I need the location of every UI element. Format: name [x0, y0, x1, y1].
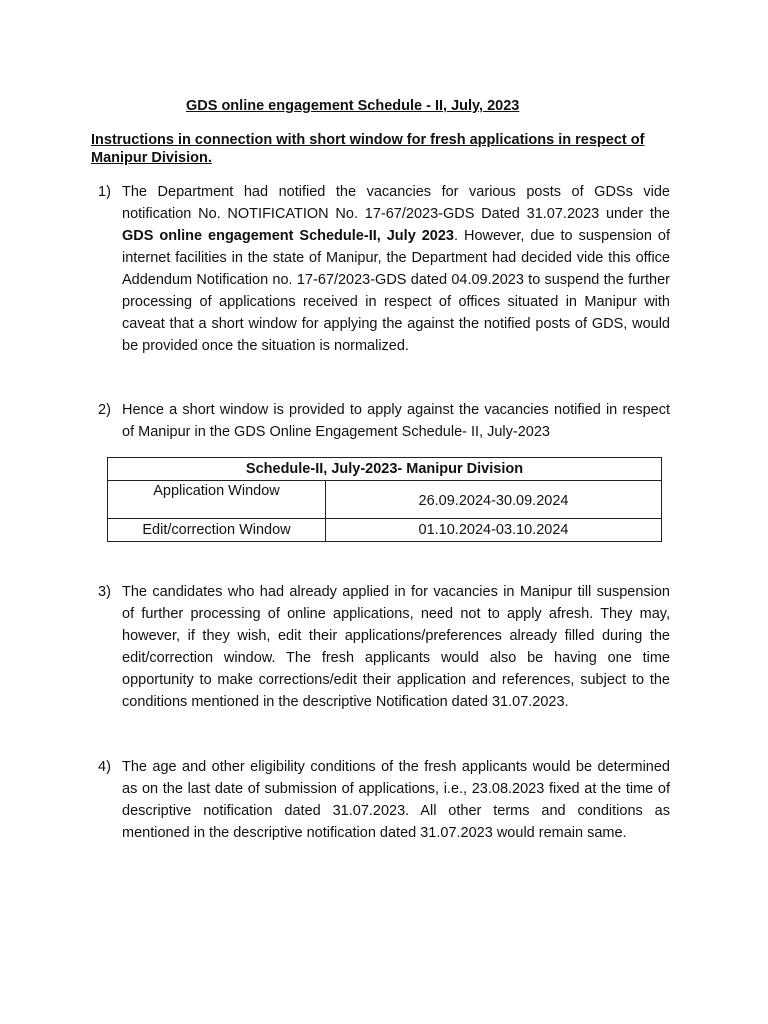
paragraph-1-body	[122, 181, 670, 357]
paragraph-1-text-end: . However, due to suspension of internet facilities in the state of Manipur, the Department had decided vide this office Addendum Notification no. 17-67/2023-GDS dated 04.09.2023 to suspend the further processing of applications received in respect of offices situated in Manipur with caveat that a short window for applying the against the notified posts of GDS, would be provided once the situation is normalized.	[122, 228, 670, 354]
paragraph-2-body: Hence a short window is provided to apply against the vacancies notified in respect of Manipur in the GDS Online Engagement Schedule- II, July-2023	[122, 402, 670, 440]
schedule-table	[107, 457, 662, 542]
document-title: GDS online engagement Schedule - II, July, 2023	[186, 98, 520, 114]
paragraph-2-number: 2)	[98, 402, 111, 418]
paragraph-3	[98, 581, 670, 713]
paragraph-4-number: 4)	[98, 759, 111, 775]
paragraph-1-bold-text: GDS online engagement Schedule-II, July 2023	[122, 228, 454, 244]
table-cell-label: Application Window	[108, 481, 326, 519]
paragraph-2	[98, 399, 670, 443]
table-row	[108, 519, 662, 542]
schedule-table-header: Schedule-II, July-2023- Manipur Division	[108, 458, 662, 481]
table-cell-value: 01.10.2024-03.10.2024	[326, 519, 662, 542]
paragraph-4-body: The age and other eligibility conditions of the fresh applicants would be determined as on the last date of submission of applications, i.e., 23.08.2023 fixed at the time of descriptive notification dated 31.07.2023. All other terms and conditions as mentioned in the descriptive notification dated 31.07.2023 would remain same.	[122, 759, 670, 841]
paragraph-3-number: 3)	[98, 584, 111, 600]
table-row	[108, 481, 662, 519]
paragraph-1-number: 1)	[98, 184, 111, 200]
table-cell-value: 26.09.2024-30.09.2024	[326, 481, 662, 519]
paragraph-1	[98, 181, 670, 357]
document-subtitle: Instructions in connection with short window for fresh applications in respect of Manipur Division.	[91, 132, 645, 166]
paragraph-1-text-start: The Department had notified the vacancies for various posts of GDSs vide notification No. NOTIFICATION No. 17-67/2023-GDS Dated 31.07.2023 under the	[122, 184, 670, 222]
paragraph-4	[98, 756, 670, 844]
paragraph-3-body: The candidates who had already applied in for vacancies in Manipur till suspension of further processing of online applications, need not to apply afresh. They may, however, if they wish, edit their applications/preferences already filled during the edit/correction window. The fresh applicants would also be having one time opportunity to make corrections/edit their application and references, subject to the conditions mentioned in the descriptive Notification dated 31.07.2023.	[122, 584, 670, 710]
table-cell-label: Edit/correction Window	[108, 519, 326, 542]
